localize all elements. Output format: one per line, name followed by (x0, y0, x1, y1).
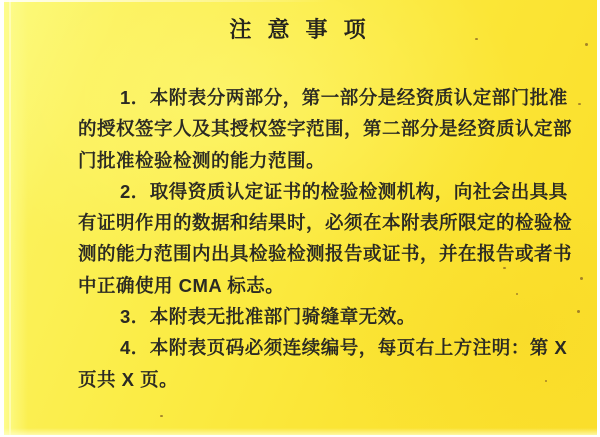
paper-bottom-highlight (0, 428, 600, 435)
notice-line-1: 1．本附表分两部分，第一部分是经资质认定部门批准 (120, 87, 568, 108)
notice-body (78, 82, 573, 395)
paper-speck (585, 43, 588, 46)
paper-speck (580, 277, 583, 280)
notice-line-7: 中正确使用 CMA 标志。 (78, 274, 285, 296)
paper-speck (577, 310, 580, 313)
notice-line-3: 门批准检验检测的能力范围。 (78, 149, 326, 171)
page-title: 注 意 事 项 (229, 17, 371, 42)
paper-crease (9, 0, 11, 437)
notice-line-2: 的授权签字人及其授权签字范围，第二部分是经资质认定部 (78, 118, 573, 140)
notice-line-6: 测的能力范围内出具检验检测报告或证书，并在报告或者书 (78, 243, 573, 265)
notice-line-10: 页共 X 页。 (78, 368, 179, 390)
notice-line-4: 2．取得资质认定证书的检验检测机构，向社会出具具 (120, 180, 568, 202)
notice-line-8: 3．本附表无批准部门骑缝章无效。 (120, 306, 416, 328)
paper-speck (503, 267, 506, 269)
notice-line-9: 4．本附表页码必须连续编号，每页右上方注明：第 X (120, 337, 568, 359)
scan-edge-left (0, 0, 4, 437)
paper-speck (475, 38, 478, 40)
paper-speck (516, 293, 518, 295)
notice-line-5: 有证明作用的数据和结果时，必须在本附表所限定的检验检 (78, 212, 573, 234)
paper-left-highlight (4, 0, 28, 437)
scan-edge-top (0, 0, 600, 2)
paper-speck (578, 103, 581, 105)
paper-speck (160, 415, 163, 417)
paper-speck (545, 380, 547, 382)
